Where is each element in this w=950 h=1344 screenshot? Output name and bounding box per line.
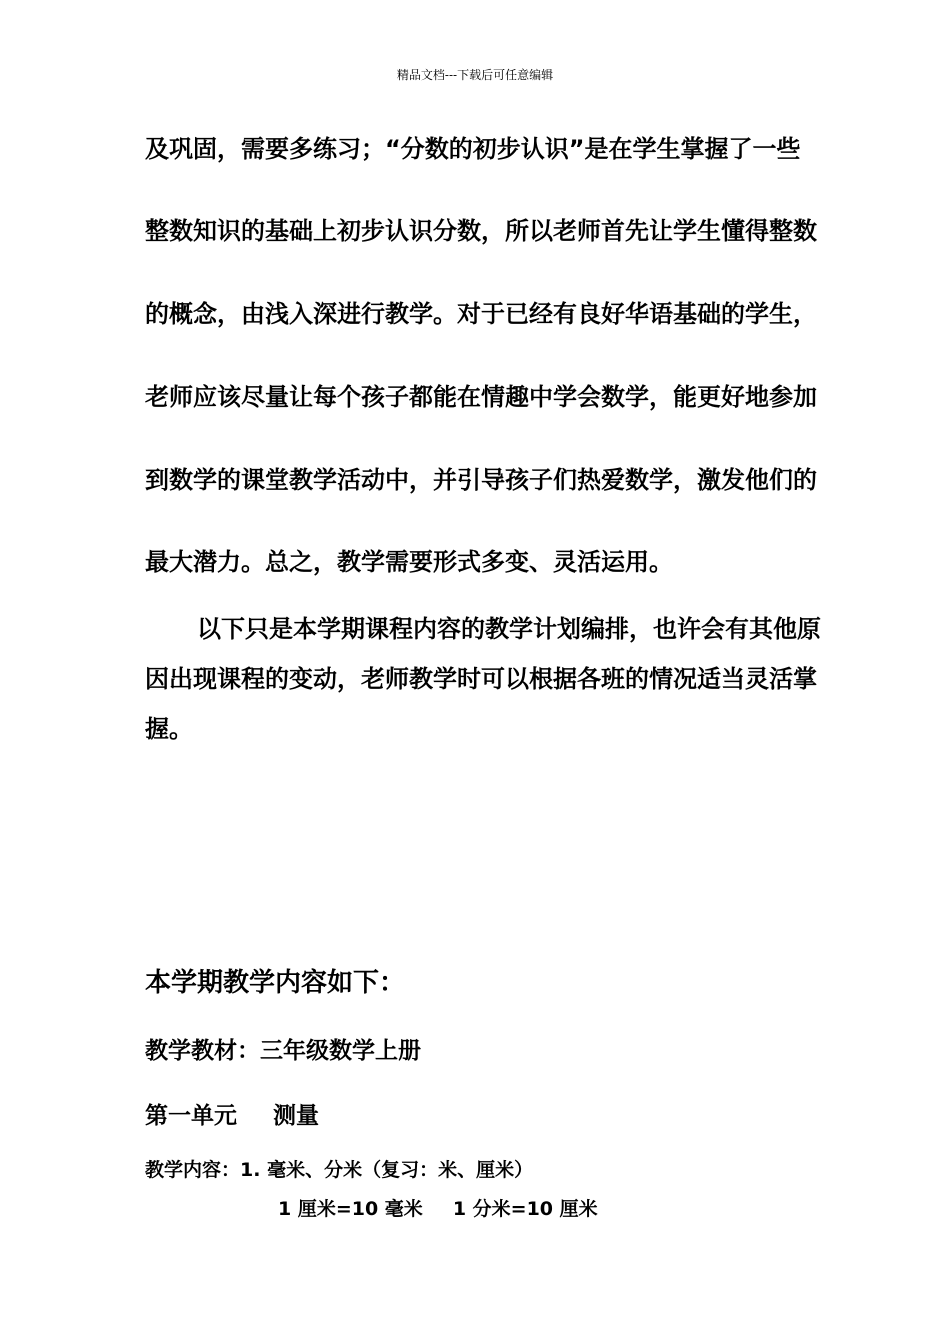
formula-cm-mm: 1 厘米=10 毫米 (278, 1198, 423, 1220)
page-header: 精品文档---下载后可任意编辑 (396, 68, 554, 82)
paragraph-line: 整数知识的基础上初步认识分数，所以老师首先让学生懂得整数 (145, 217, 817, 245)
paragraph-line: 及巩固，需要多练习；“分数的初步认识”是在学生掌握了一些 (145, 135, 801, 163)
teaching-content (145, 1155, 533, 1182)
paragraph-line: 以下只是本学期课程内容的教学计划编排，也许会有其他原 (197, 615, 821, 643)
paragraph-line: 到数学的课堂教学活动中，并引导孩子们热爱数学，激发他们的 (145, 466, 817, 494)
paragraph-line: 的概念，由浅入深进行教学。对于已经有良好华语基础的学生， (145, 300, 817, 328)
formula-dm-cm: 1 分米=10 厘米 (452, 1198, 598, 1220)
teaching-material: 教学教材：三年级数学上册 (145, 1038, 421, 1064)
unit-heading (145, 1097, 319, 1130)
content-label: 教学内容： (145, 1159, 241, 1181)
content-item: 1. 毫米、分米（复习：米、厘米） (240, 1159, 534, 1181)
paragraph-line: 老师应该尽量让每个孩子都能在情趣中学会数学，能更好地参加 (145, 383, 817, 411)
unit-title: 测量 (273, 1103, 319, 1129)
paragraph-line: 因出现课程的变动，老师教学时可以根据各班的情况适当灵活掌 (145, 665, 817, 693)
unit-number: 第一单元 (145, 1103, 237, 1129)
paragraph-line: 握。 (145, 715, 193, 743)
section-heading: 本学期教学内容如下： (145, 968, 406, 998)
unit-formulas (278, 1194, 598, 1221)
paragraph-line: 最大潜力。总之，教学需要形式多变、灵活运用。 (145, 548, 673, 576)
